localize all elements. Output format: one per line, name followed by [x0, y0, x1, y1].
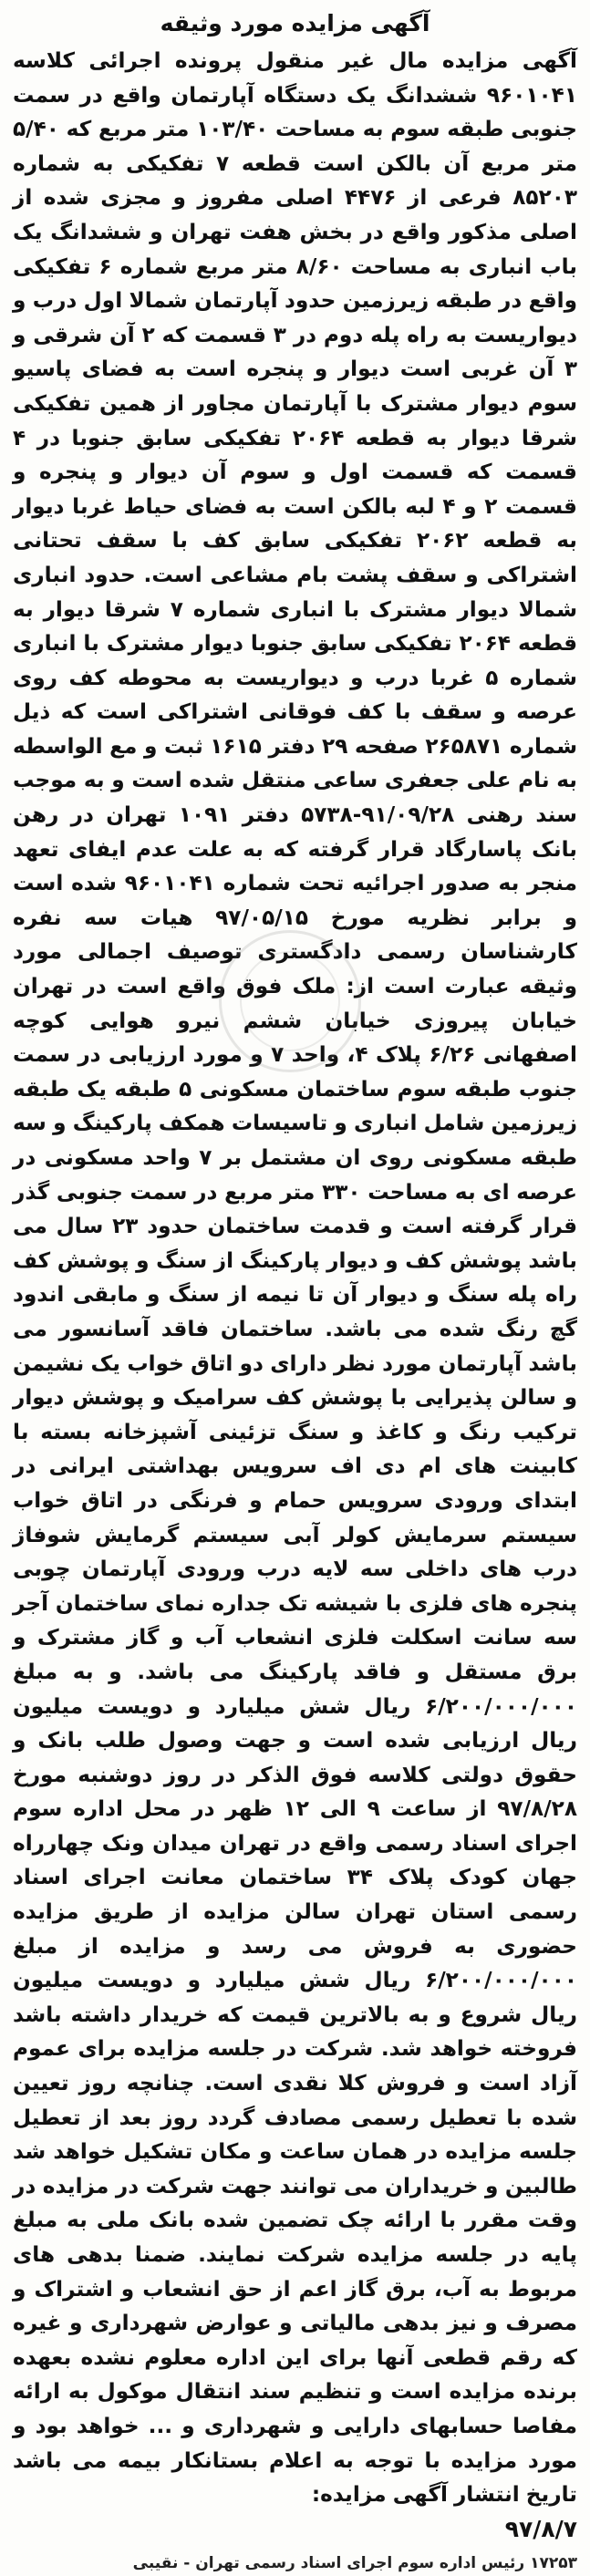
faded-stamp-inner-ring [240, 951, 340, 1051]
signature-line: ۱۷۲۵۳ رئیس اداره سوم اجرای اسناد رسمی تهران - نقیبی [132, 2553, 577, 2572]
publish-date: ۹۷/۸/۷ [504, 2515, 577, 2542]
faded-stamp [219, 930, 361, 1072]
notice-body: آگهی مزایده مال غیر منقول پرونده اجرائی کلاسه ۹۶۰۱۰۴۱ ششدانگ یک دستگاه آپارتمان واقع در سمت جنوبی طبقه سوم به مساحت ۱۰۳/۴۰ متر مربع که ۵/۴۰ متر مربع آن بالکن است قطعه ۷ تفکیکی به شماره ۸۵۲۰۳ فرعی از ۴۴۷۶ اصلی مفروز و مجزی شده از اصلی مذکور واقع در بخش هفت تهران و ششدانگ یک باب انباری به مساحت ۸/۶۰ متر مربع شماره ۶ تفکیکی واقع در طبقه زیرزمین حدود آپارتمان شمالا اول درب و دیواریست به راه پله دوم در ۳ قسمت که ۲ آن شرقی و ۳ آن غربی است دیوار و پنجره است به فضای پاسیو سوم دیوار مشترک با آپارتمان مجاور از همین تفکیکی شرقا دیوار به قطعه ۲۰۶۴ تفکیکی سابق جنوبا در ۴ قسمت که قسمت اول و سوم آن دیوار و پنجره و قسمت ۲ و ۴ لبه بالکن است به فضای حیاط غربا دیوار به قطعه ۲۰۶۲ تفکیکی سابق کف با سقف تحتانی اشتراکی و سقف پشت بام مشاعی است. حدود انباری شمالا دیوار مشترک با انباری شماره ۷ شرقا دیوار به قطعه ۲۰۶۴ تفکیکی سابق جنوبا دیوار مشترک با انباری شماره ۵ غربا درب و دیواریست به محوطه کف روی عرصه و سقف با کف فوقانی اشتراکی است که ذیل شماره ۲۶۵۸۷۱ صفحه ۲۹ دفتر ۱۶۱۵ ثبت و مع الواسطه به نام علی جعفری ساعی منتقل شده است و به موجب سند رهنی ۹۱/۰۹/۲۸-۵۷۳۸ دفتر ۱۰۹۱ تهران در رهن بانک پاسارگاد قرار گرفته که به علت عدم ایفای تعهد منجر به صدور اجرائیه تحت شماره ۹۶۰۱۰۴۱ شده است و برابر نظریه مورخ ۹۷/۰۵/۱۵ هیات سه نفره کارشناسان رسمی دادگستری توصیف اجمالی مورد وثیقه عبارت است از: ملک فوق واقع است در تهران خیابان پیروزی خیابان ششم نیرو هوایی کوچه اصفهانی ۶/۲۶ پلاک ۴، واحد ۷ و مورد ارزیابی در سمت جنوب طبقه سوم ساختمان مسکونی ۵ طبقه یک طبقه زیرزمین شامل انباری و تاسیسات همکف پارکینگ و سه طبقه مسکونی روی ان مشتمل بر ۷ واحد مسکونی در عرصه ای به مساحت ۳۳۰ متر مربع در سمت جنوبی گذر قرار گرفته است و قدمت ساختمان حدود ۲۳ سال می باشد پوشش کف و دیوار پارکینگ از سنگ و پوشش کف راه پله سنگ و دیوار آن تا نیمه از سنگ و مابقی اندود گچ رنگ شده می باشد. ساختمان فاقد آسانسور می باشد آپارتمان مورد نظر دارای دو اتاق خواب یک نشیمن و سالن پذیرایی با پوشش کف سرامیک و پوشش دیوار ترکیب رنگ و کاغذ و سنگ تزئینی آشپزخانه بسته با کابینت های ام دی اف سرویس بهداشتی ایرانی در ابتدای ورودی سرویس حمام و فرنگی در اتاق خواب سیستم سرمایش کولر آبی سیستم گرمایش شوفاژ درب های داخلی سه لایه درب ورودی آپارتمان چوبی پنجره های فلزی با شیشه تک جداره نمای ساختمان آجر سه سانت اسکلت فلزی انشعاب آب و گاز مشترک و برق مستقل و فاقد پارکینگ می باشد. و به مبلغ ۶/۲۰۰/۰۰۰/۰۰۰ ریال شش میلیارد و دویست میلیون ریال ارزیابی شده است و جهت وصول طلب بانک و حقوق دولتی کلاسه فوق الذکر در روز دوشنبه مورخ ۹۷/۸/۲۸ از ساعت ۹ الی ۱۲ ظهر در محل اداره سوم اجرای اسناد رسمی واقع در تهران میدان ونک چهارراه جهان کودک پلاک ۳۴ ساختمان معانت اجرای اسناد رسمی استان تهران سالن مزایده از طریق مزایده حضوری به فروش می رسد و مزایده از مبلغ ۶/۲۰۰/۰۰۰/۰۰۰ ریال شش میلیارد و دویست میلیون ریال شروع و به بالاترین قیمت که خریدار داشته باشد فروخته خواهد شد. شرکت در جلسه مزایده برای عموم آزاد است و فروش کلا نقدی است. چنانچه روز تعیین شده با تعطیل رسمی مصادف گردد روز بعد از تعطیل جلسه مزایده در همان ساعت و مکان تشکیل خواهد شد طالبین و خریداران می توانند جهت شرکت در مزایده در وقت مقرر با ارائه چک تضمین شده بانک ملی به مبلغ پایه در جلسه مزایده شرکت نمایند. ضمنا بدهی های مربوط به آب، برق گاز اعم از حق انشعاب و اشتراک و مصرف و نیز بدهی مالیاتی و عوارض شهرداری و غیره که رقم قطعی آنها برای این اداره معلوم نشده بعهده برنده مزایده است و تنظیم سند انتقال موکول به ارائه مفاصا حسابهای دارایی و شهرداری و ... خواهد بود و مورد مزایده با توجه به اعلام بستانکار بیمه می باشد تاریخ انتشار آگهی مزایده: [13, 48, 578, 2508]
notice-title: آگهی مزایده مورد وثیقه [160, 10, 430, 36]
